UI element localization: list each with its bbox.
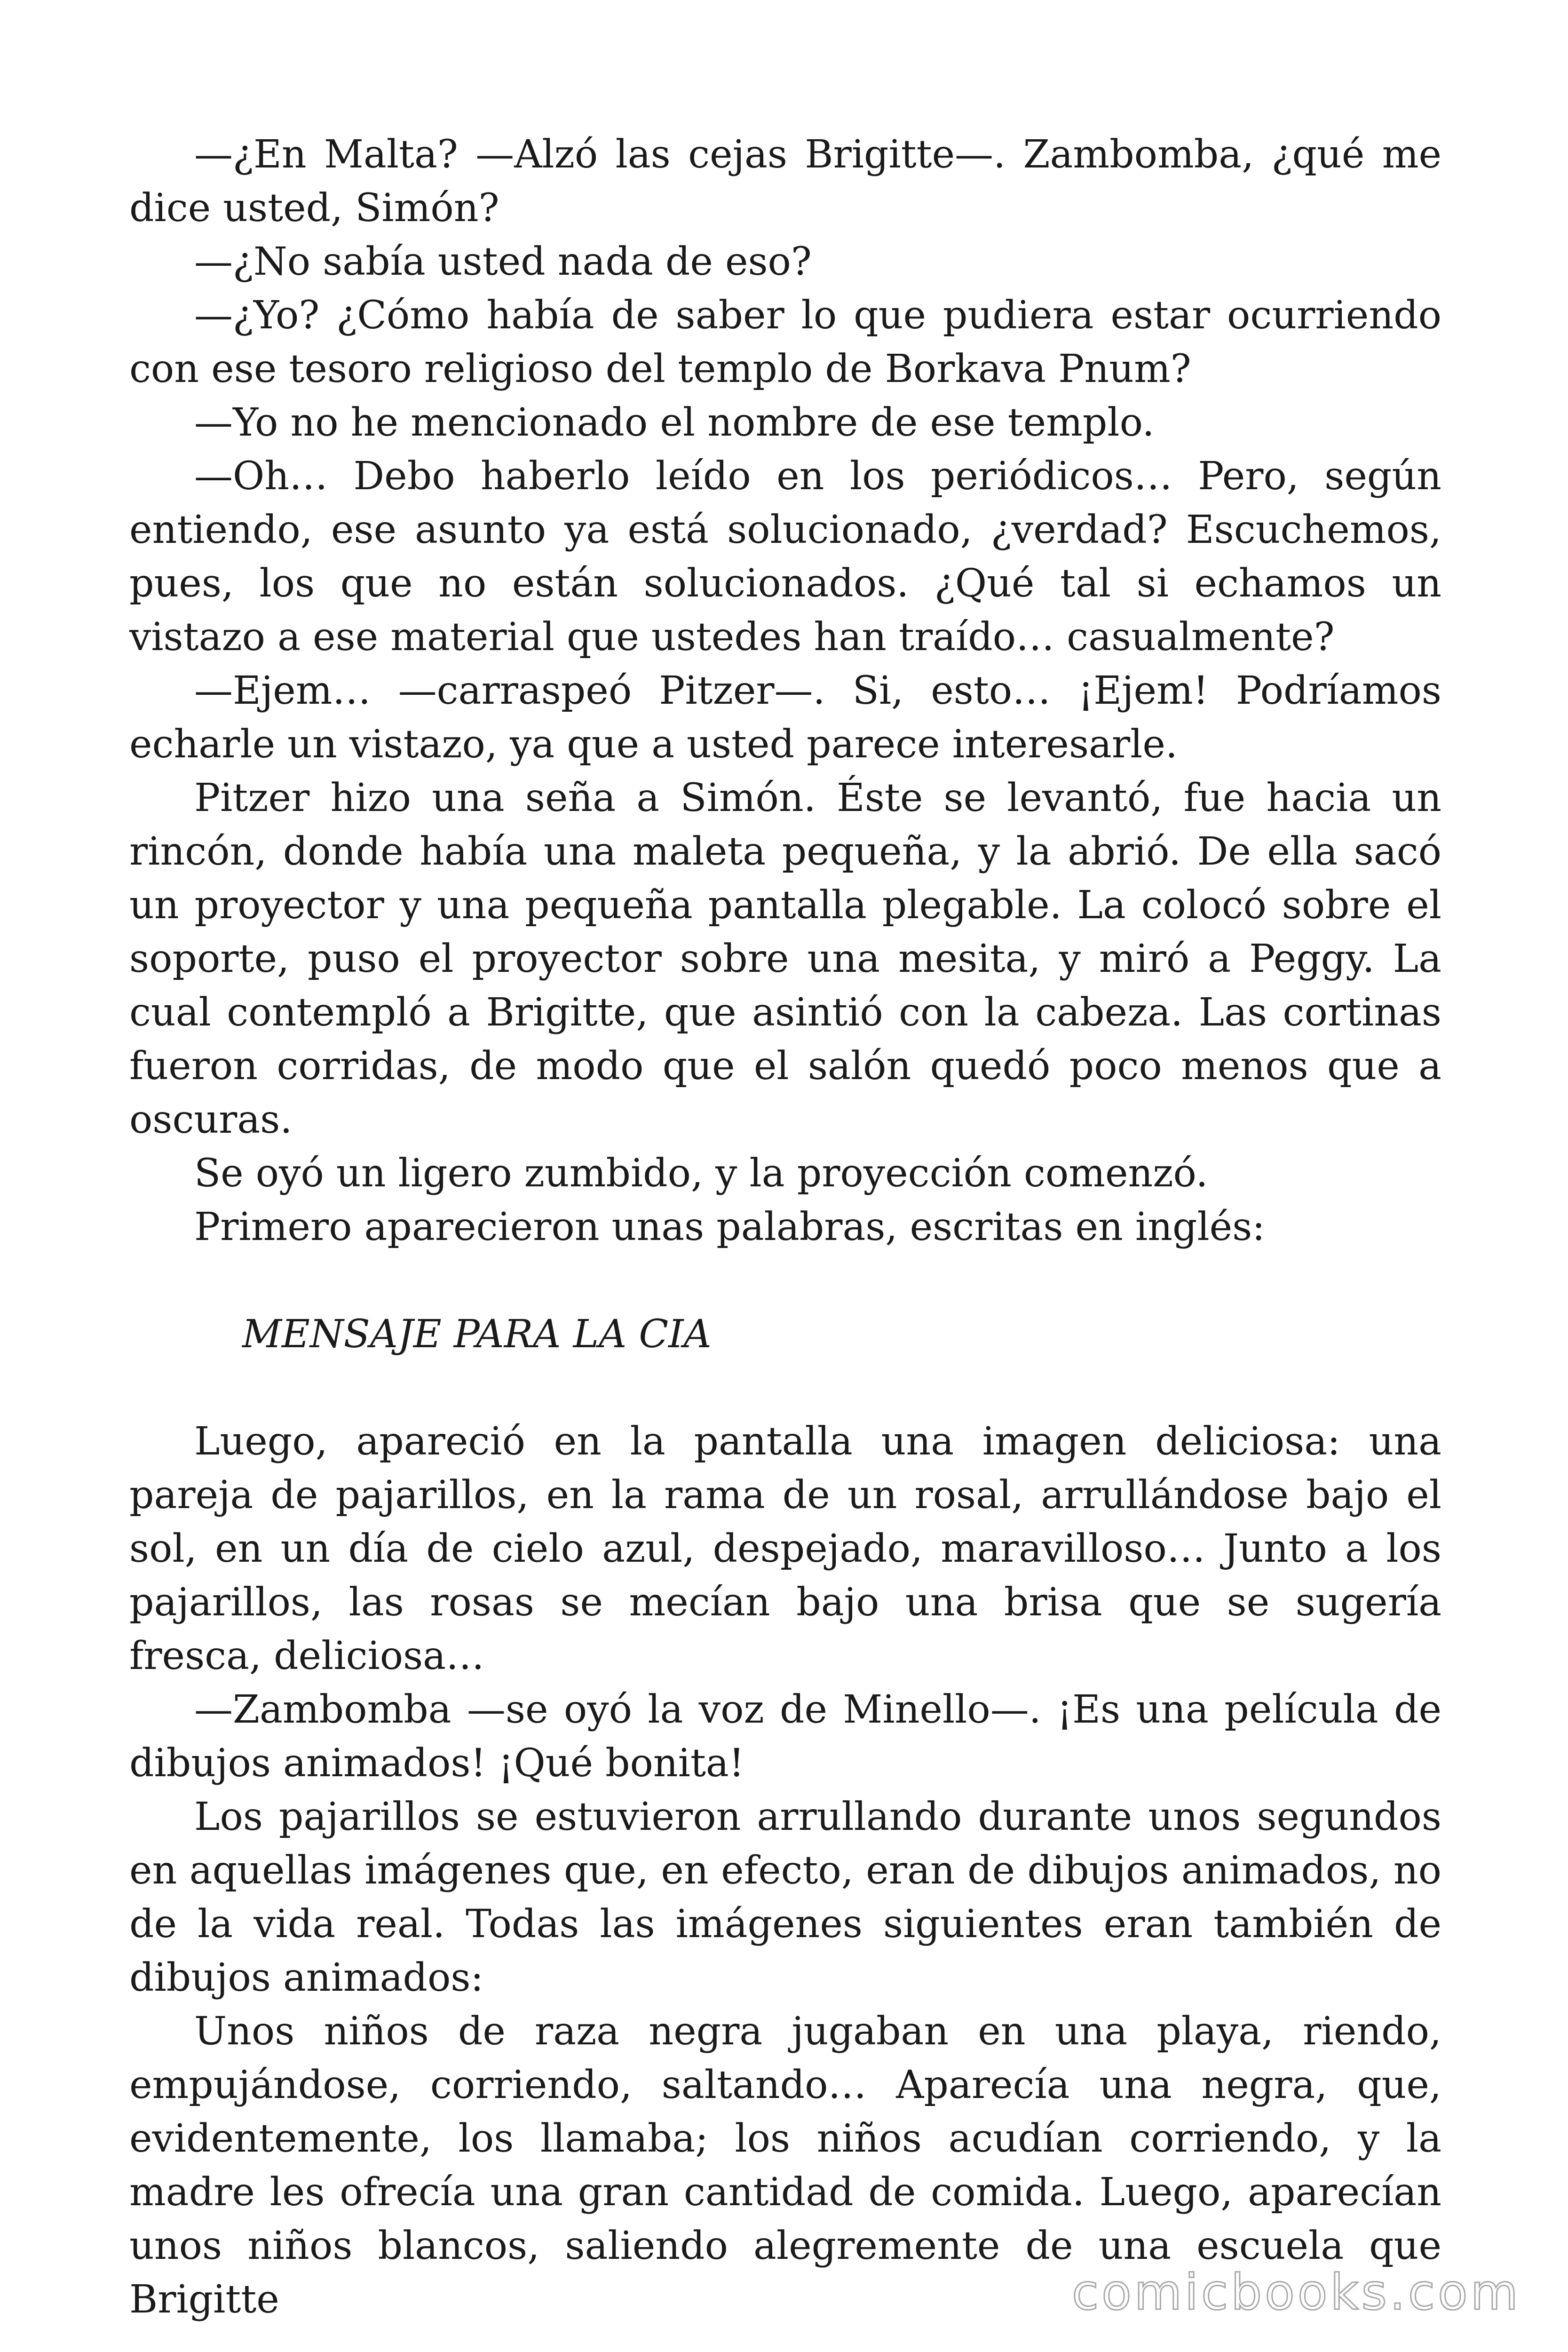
paragraph: Primero aparecieron unas palabras, escritas en inglés: (194, 1205, 1265, 1249)
paragraph: Pitzer hizo una seña a Simón. Éste se levantó, fue hacia un rincón, donde había una maleta pequeña, y la abrió. De ella sacó un proyector y una pequeña pantalla plegable. La colocó sobre el soporte, puso el proyector sobre una mesita, y miró a Peggy. La cual contempló a Brigitte, que asintió con la cabeza. Las cortinas fueron corridas, de modo que el salón quedó poco menos que a oscuras. (129, 776, 1441, 1142)
paragraph: —Yo no he mencionado el nombre de ese templo. (194, 400, 1155, 445)
paragraph: Luego, apareció en la pantalla una imagen deliciosa: una pareja de pajarillos, en la rama de un rosal, arrullándose bajo el sol, en un día de cielo azul, despejado, maravilloso… Junto a los pajarillos, las rosas se mecían bajo una brisa que se sugería fresca, deliciosa… (129, 1419, 1441, 1678)
paragraph: —¿En Malta? —Alzó las cejas Brigitte—. Zambomba, ¿qué me dice usted, Simón? (129, 132, 1441, 230)
paragraph: —Oh… Debo haberlo leído en los periódicos… Pero, según entiendo, ese asunto ya está solucionado, ¿verdad? Escuchemos, pues, los que no están solucionados. ¿Qué tal si echamos un vistazo a ese material que ustedes han traído… casualmente? (129, 454, 1441, 660)
projected-title: MENSAJE PARA LA CIA (242, 1312, 712, 1357)
paragraph: —¿No sabía usted nada de eso? (194, 239, 812, 284)
paragraph-continued: Unos niños de raza negra jugaban en una playa, riendo, empujándose, corriendo, saltando… Aparecía una negra, que, evidentemente, los llamaba; los niños acudían corriendo, y la madre les ofrecía una gran cantidad de comida. Luego, aparecían unos niños blancos, saliendo alegremente de una escuela que Brigitte (129, 2009, 1441, 2322)
paragraph: Se oyó un ligero zumbido, y la proyección comenzó. (194, 1151, 1208, 1196)
book-page-text (129, 128, 1441, 2327)
paragraph: Los pajarillos se estuvieron arrullando durante unos segundos en aquellas imágenes que, en efecto, eran de dibujos animados, no de la vida real. Todas las imágenes siguientes eran también de dibujos animados: (129, 1795, 1441, 2000)
watermark-text: comicbooks.com (1071, 2264, 1521, 2321)
paragraph: —¿Yo? ¿Cómo había de saber lo que pudiera estar ocurriendo con ese tesoro religioso del templo de Borkava Pnum? (129, 293, 1441, 391)
paragraph: —Ejem… —carraspeó Pitzer—. Si, esto… ¡Ejem! Podríamos echarle un vistazo, ya que a usted parece interesarle. (129, 668, 1441, 767)
paragraph: —Zambomba —se oyó la voz de Minello—. ¡Es una película de dibujos animados! ¡Qué bonita! (129, 1687, 1441, 1786)
